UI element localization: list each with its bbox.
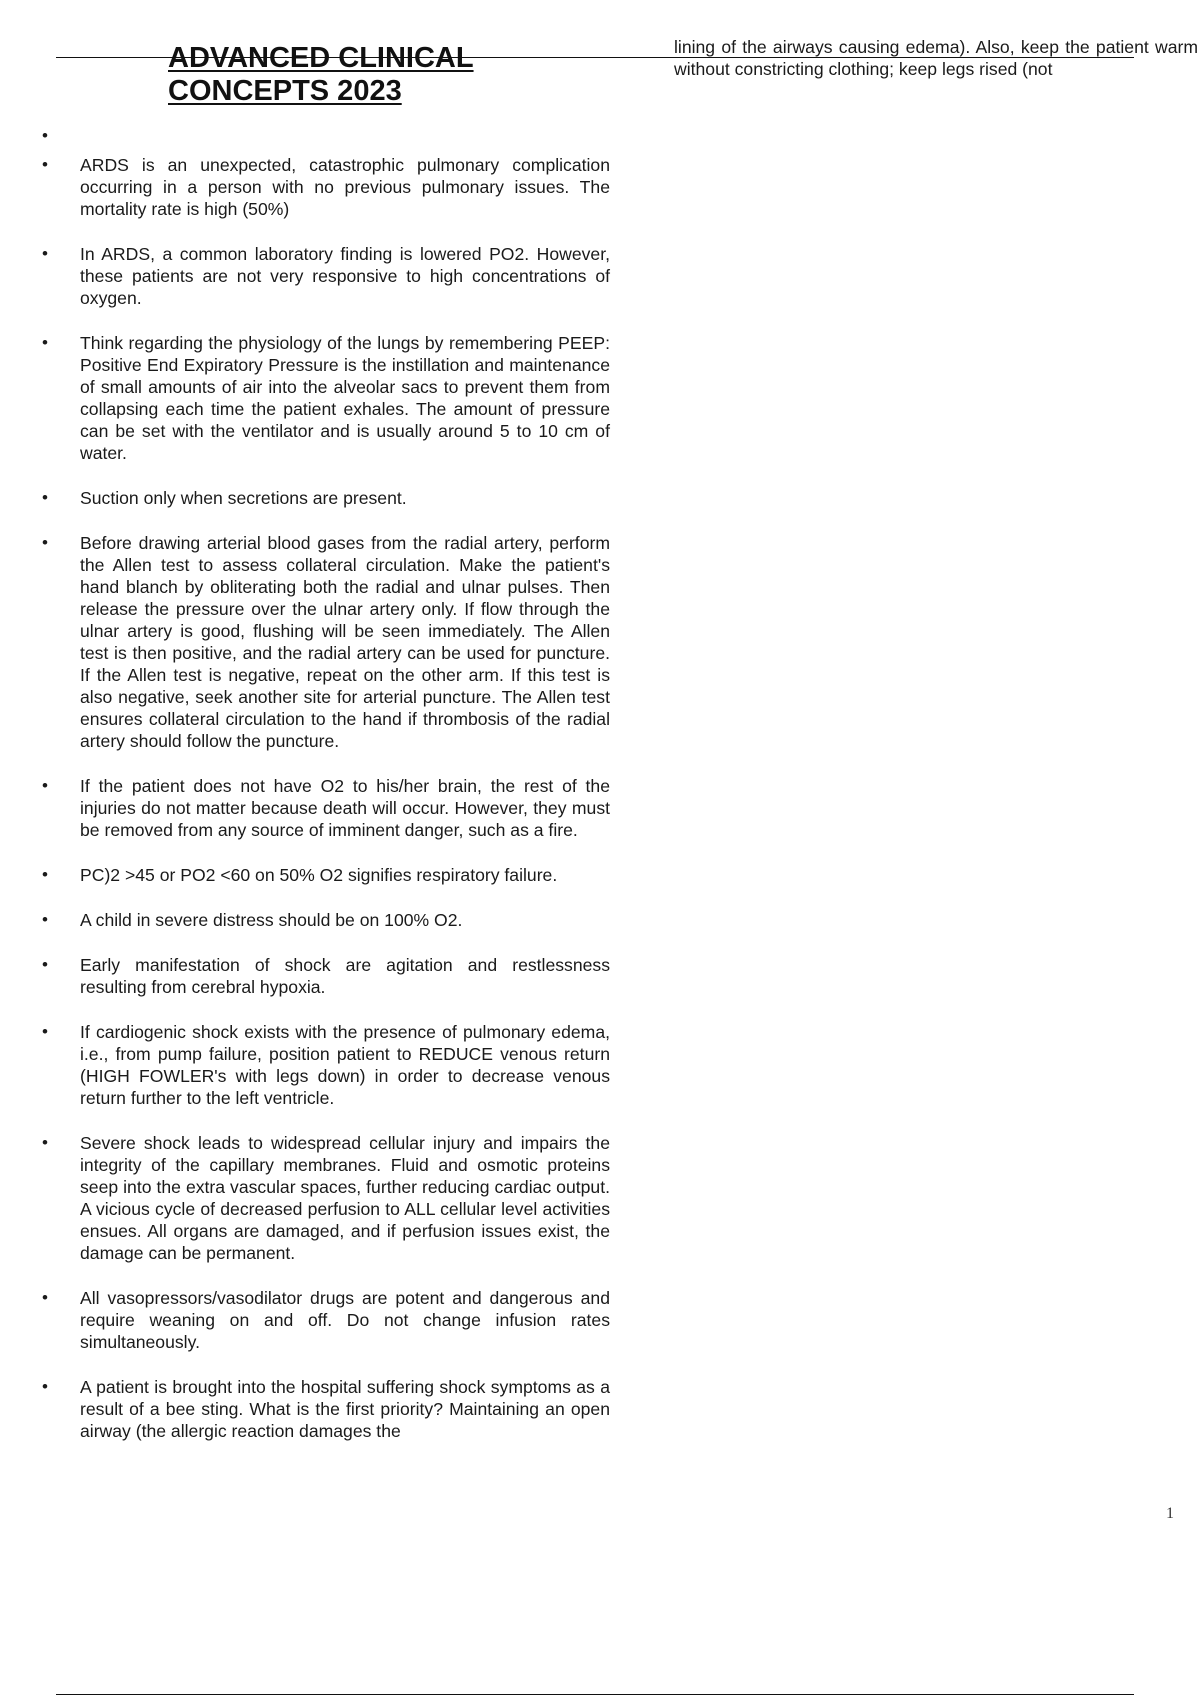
list-item-text: A child in severe distress should be on 100% O2.: [80, 910, 463, 930]
list-item: [40, 1132, 610, 1264]
bullet-icon: •: [42, 155, 48, 174]
list-item: [40, 775, 610, 841]
list-item: [40, 909, 610, 931]
list-item-text: If cardiogenic shock exists with the presence of pulmonary edema, i.e., from pump failure, position patient to REDUCE venous return (HIGH FOWLER's with legs down) in order to decrease venous return further to the left ventricle.: [80, 1022, 610, 1108]
list-item-text: In ARDS, a common laboratory finding is lowered PO2. However, these patients are not very responsive to high concentrations of oxygen.: [80, 244, 610, 308]
list-item-text: PC)2 >45 or PO2 <60 on 50% O2 signifies respiratory failure.: [80, 865, 558, 885]
list-item: [40, 487, 610, 509]
document-title: ADVANCED CLINICAL CONCEPTS 2023: [168, 42, 474, 107]
bullet-list: [40, 125, 610, 1465]
bullet-icon: •: [42, 1288, 48, 1307]
list-item: [40, 243, 610, 309]
bullet-icon: •: [42, 1022, 48, 1041]
right-column-text: lining of the airways causing edema). Also, keep the patient warm without constricting clothing; keep legs rised (not: [674, 37, 1198, 79]
list-item-text: ARDS is an unexpected, catastrophic pulmonary complication occurring in a person with no previous pulmonary issues. The mortality rate is high (50%): [80, 155, 610, 219]
bullet-icon: •: [42, 533, 48, 552]
list-item-text: A patient is brought into the hospital suffering shock symptoms as a result of a bee sting. What is the first priority? Maintaining an open airway (the allergic reaction damages the: [80, 1377, 610, 1441]
list-item: [40, 1021, 610, 1109]
bullet-icon: •: [42, 865, 48, 884]
list-item-text: Early manifestation of shock are agitation and restlessness resulting from cerebral hypoxia.: [80, 955, 610, 997]
bullet-icon: •: [42, 1377, 48, 1396]
list-item-text: Severe shock leads to widespread cellular injury and impairs the integrity of the capillary membranes. Fluid and osmotic proteins seep into the extra vascular spaces, further reducing cardiac output. A vicious cycle of decreased perfusion to ALL cellular level activities ensues. All organs are damaged, and if perfusion issues exist, the damage can be permanent.: [80, 1133, 610, 1263]
list-item: [40, 954, 610, 998]
list-item: [40, 864, 610, 886]
list-item: [40, 332, 610, 464]
bullet-icon: •: [42, 488, 48, 507]
list-item-text: Before drawing arterial blood gases from the radial artery, perform the Allen test to assess collateral circulation. Make the patient's hand blanch by obliterating both the radial and ulnar pulses. Then release the pressure over the ulnar artery only. If flow through the ulnar artery is good, flushing will be seen immediately. The Allen test is then positive, and the radial artery can be used for puncture. If the Allen test is negative, repeat on the other arm. If this test is also negative, seek another site for arterial puncture. The Allen test ensures collateral circulation to the hand if thrombosis of the radial artery should follow the puncture.: [80, 533, 610, 751]
list-item-text: All vasopressors/vasodilator drugs are potent and dangerous and require weaning on and off. Do not change infusion rates simultaneously.: [80, 1288, 610, 1352]
list-item: [40, 1376, 610, 1442]
bullet-icon: •: [42, 776, 48, 795]
list-item: [40, 154, 610, 220]
list-item: [40, 125, 610, 145]
list-item-text: Suction only when secretions are present.: [80, 488, 407, 508]
bullet-icon: •: [42, 126, 48, 145]
list-item-text: Think regarding the physiology of the lungs by remembering PEEP: Positive End Expiratory Pressure is the instillation and maintenance of small amounts of air into the alveolar sacs to prevent them from collapsing each time the patient exhales. The amount of pressure can be set with the ventilator and is usually around 5 to 10 cm of water.: [80, 333, 610, 463]
footer-rule: [56, 1694, 1134, 1695]
bullet-icon: •: [42, 955, 48, 974]
bullet-icon: •: [42, 910, 48, 929]
page-number: 1: [1166, 1505, 1174, 1522]
list-item: [40, 1287, 610, 1353]
list-item: [40, 532, 610, 752]
bullet-icon: •: [42, 333, 48, 352]
list-item-text: If the patient does not have O2 to his/her brain, the rest of the injuries do not matter because death will occur. However, they must be removed from any source of imminent danger, such as a fire.: [80, 776, 610, 840]
bullet-icon: •: [42, 244, 48, 263]
bullet-icon: •: [42, 1133, 48, 1152]
